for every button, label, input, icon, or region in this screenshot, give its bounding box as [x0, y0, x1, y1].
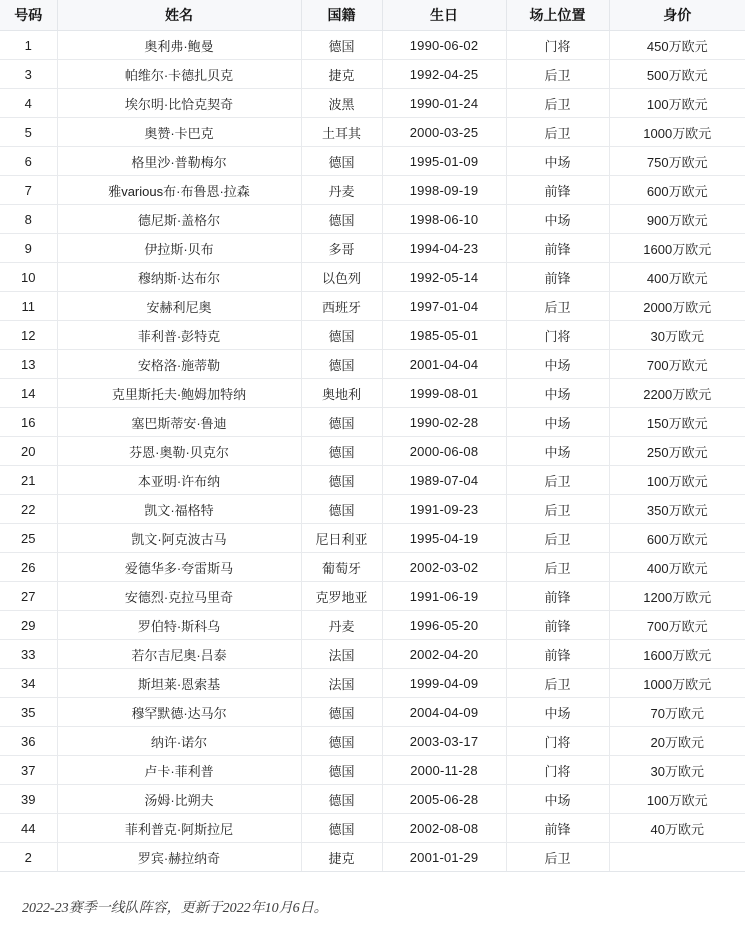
- player-birthday: 1990-02-28: [382, 408, 506, 437]
- player-nationality: 法国: [301, 640, 382, 669]
- table-row: [0, 698, 745, 727]
- player-name: 菲利普克·阿斯拉尼: [57, 814, 301, 843]
- player-birthday: 2002-04-20: [382, 640, 506, 669]
- player-position: 门将: [506, 727, 609, 756]
- table-row: [0, 408, 745, 437]
- player-name: 纳许·诺尔: [57, 727, 301, 756]
- player-number: 37: [0, 756, 57, 785]
- player-birthday: 2004-04-09: [382, 698, 506, 727]
- table-row: [0, 785, 745, 814]
- column-header-nationality: 国籍: [301, 0, 382, 31]
- player-number: 26: [0, 553, 57, 582]
- column-header-name: 姓名: [57, 0, 301, 31]
- player-market-value: 700万欧元: [609, 350, 745, 379]
- player-number: 35: [0, 698, 57, 727]
- player-number: 1: [0, 31, 57, 60]
- table-row: [0, 118, 745, 147]
- player-name: 凯文·福格特: [57, 495, 301, 524]
- player-birthday: 2000-06-08: [382, 437, 506, 466]
- table-row: [0, 553, 745, 582]
- table-row: [0, 321, 745, 350]
- player-market-value: 400万欧元: [609, 553, 745, 582]
- player-number: 3: [0, 60, 57, 89]
- player-nationality: 尼日利亚: [301, 524, 382, 553]
- player-name: 德尼斯·盖格尔: [57, 205, 301, 234]
- player-nationality: 德国: [301, 321, 382, 350]
- player-nationality: 法国: [301, 669, 382, 698]
- player-birthday: 1991-06-19: [382, 582, 506, 611]
- player-position: 中场: [506, 350, 609, 379]
- player-nationality: 波黑: [301, 89, 382, 118]
- table-row: [0, 524, 745, 553]
- table-row: [0, 437, 745, 466]
- table-row: [0, 640, 745, 669]
- player-nationality: 土耳其: [301, 118, 382, 147]
- player-position: 前锋: [506, 814, 609, 843]
- player-market-value: 1600万欧元: [609, 640, 745, 669]
- player-nationality: 德国: [301, 814, 382, 843]
- player-name: 本亚明·许布纳: [57, 466, 301, 495]
- table-row: [0, 843, 745, 872]
- player-market-value: 30万欧元: [609, 756, 745, 785]
- player-position: 门将: [506, 321, 609, 350]
- player-number: 4: [0, 89, 57, 118]
- player-name: 安赫利尼奥: [57, 292, 301, 321]
- player-nationality: 奥地利: [301, 379, 382, 408]
- player-birthday: 1991-09-23: [382, 495, 506, 524]
- player-name: 若尔吉尼奥·吕泰: [57, 640, 301, 669]
- player-market-value: 100万欧元: [609, 89, 745, 118]
- player-number: 12: [0, 321, 57, 350]
- player-birthday: 1994-04-23: [382, 234, 506, 263]
- player-position: 前锋: [506, 640, 609, 669]
- player-number: 39: [0, 785, 57, 814]
- player-birthday: 2003-03-17: [382, 727, 506, 756]
- player-name: 埃尔明·比恰克契奇: [57, 89, 301, 118]
- player-name: 格里沙·普勒梅尔: [57, 147, 301, 176]
- player-position: 中场: [506, 698, 609, 727]
- player-birthday: 1995-01-09: [382, 147, 506, 176]
- player-nationality: 德国: [301, 205, 382, 234]
- table-row: [0, 379, 745, 408]
- player-position: 前锋: [506, 234, 609, 263]
- player-number: 9: [0, 234, 57, 263]
- player-birthday: 1998-06-10: [382, 205, 506, 234]
- table-row: [0, 727, 745, 756]
- player-name: 伊拉斯·贝布: [57, 234, 301, 263]
- player-market-value: 1000万欧元: [609, 118, 745, 147]
- player-name: 芬恩·奥勒·贝克尔: [57, 437, 301, 466]
- player-number: 44: [0, 814, 57, 843]
- table-header: [0, 0, 745, 31]
- column-header-position: 场上位置: [506, 0, 609, 31]
- player-number: 20: [0, 437, 57, 466]
- player-market-value: 150万欧元: [609, 408, 745, 437]
- table-row: [0, 89, 745, 118]
- player-birthday: 1992-05-14: [382, 263, 506, 292]
- player-name: 帕维尔·卡德扎贝克: [57, 60, 301, 89]
- player-nationality: 德国: [301, 495, 382, 524]
- player-birthday: 1999-04-09: [382, 669, 506, 698]
- player-position: 后卫: [506, 89, 609, 118]
- player-name: 罗宾·赫拉纳奇: [57, 843, 301, 872]
- player-birthday: 2002-08-08: [382, 814, 506, 843]
- player-position: 门将: [506, 31, 609, 60]
- player-position: 后卫: [506, 118, 609, 147]
- table-row: [0, 669, 745, 698]
- table-row: [0, 466, 745, 495]
- player-number: 21: [0, 466, 57, 495]
- player-birthday: 1990-01-24: [382, 89, 506, 118]
- player-number: 11: [0, 292, 57, 321]
- table-row: [0, 263, 745, 292]
- player-market-value: [609, 843, 745, 872]
- player-number: 14: [0, 379, 57, 408]
- player-birthday: 1989-07-04: [382, 466, 506, 495]
- player-market-value: 400万欧元: [609, 263, 745, 292]
- table-row: [0, 60, 745, 89]
- player-name: 卢卡·菲利普: [57, 756, 301, 785]
- player-nationality: 丹麦: [301, 611, 382, 640]
- player-birthday: 1990-06-02: [382, 31, 506, 60]
- table-row: [0, 756, 745, 785]
- player-number: 16: [0, 408, 57, 437]
- player-position: 后卫: [506, 292, 609, 321]
- player-position: 门将: [506, 756, 609, 785]
- player-market-value: 500万欧元: [609, 60, 745, 89]
- player-position: 前锋: [506, 611, 609, 640]
- table-row: [0, 292, 745, 321]
- player-nationality: 德国: [301, 350, 382, 379]
- player-position: 后卫: [506, 669, 609, 698]
- player-position: 后卫: [506, 553, 609, 582]
- player-market-value: 30万欧元: [609, 321, 745, 350]
- player-name: 穆罕默德·达马尔: [57, 698, 301, 727]
- player-position: 中场: [506, 437, 609, 466]
- player-position: 前锋: [506, 176, 609, 205]
- player-market-value: 750万欧元: [609, 147, 745, 176]
- player-position: 后卫: [506, 60, 609, 89]
- player-market-value: 1600万欧元: [609, 234, 745, 263]
- table-row: [0, 205, 745, 234]
- player-nationality: 德国: [301, 147, 382, 176]
- player-market-value: 600万欧元: [609, 524, 745, 553]
- player-name: 穆纳斯·达布尔: [57, 263, 301, 292]
- table-row: [0, 176, 745, 205]
- player-name: 汤姆·比朔夫: [57, 785, 301, 814]
- player-position: 中场: [506, 785, 609, 814]
- player-birthday: 1992-04-25: [382, 60, 506, 89]
- player-position: 后卫: [506, 843, 609, 872]
- player-nationality: 克罗地亚: [301, 582, 382, 611]
- player-number: 2: [0, 843, 57, 872]
- player-number: 29: [0, 611, 57, 640]
- table-row: [0, 611, 745, 640]
- player-birthday: 1997-01-04: [382, 292, 506, 321]
- player-market-value: 700万欧元: [609, 611, 745, 640]
- player-nationality: 捷克: [301, 60, 382, 89]
- player-number: 22: [0, 495, 57, 524]
- player-name: 安格洛·施蒂勒: [57, 350, 301, 379]
- player-nationality: 德国: [301, 756, 382, 785]
- table-row: [0, 814, 745, 843]
- player-number: 6: [0, 147, 57, 176]
- player-name: 奥赞·卡巴克: [57, 118, 301, 147]
- player-market-value: 900万欧元: [609, 205, 745, 234]
- player-market-value: 450万欧元: [609, 31, 745, 60]
- player-position: 后卫: [506, 524, 609, 553]
- player-number: 27: [0, 582, 57, 611]
- player-birthday: 1985-05-01: [382, 321, 506, 350]
- player-market-value: 20万欧元: [609, 727, 745, 756]
- column-header-birthday: 生日: [382, 0, 506, 31]
- player-nationality: 西班牙: [301, 292, 382, 321]
- player-birthday: 2005-06-28: [382, 785, 506, 814]
- player-position: 中场: [506, 205, 609, 234]
- player-position: 前锋: [506, 582, 609, 611]
- player-nationality: 丹麦: [301, 176, 382, 205]
- player-number: 25: [0, 524, 57, 553]
- player-name: 菲利普·彭特克: [57, 321, 301, 350]
- player-birthday: 1998-09-19: [382, 176, 506, 205]
- player-name: 爱德华多·夸雷斯马: [57, 553, 301, 582]
- player-nationality: 德国: [301, 437, 382, 466]
- player-nationality: 德国: [301, 698, 382, 727]
- player-position: 后卫: [506, 466, 609, 495]
- player-number: 34: [0, 669, 57, 698]
- player-position: 中场: [506, 408, 609, 437]
- player-birthday: 2001-01-29: [382, 843, 506, 872]
- table-row: [0, 31, 745, 60]
- player-birthday: 2000-11-28: [382, 756, 506, 785]
- table-row: [0, 582, 745, 611]
- player-market-value: 1200万欧元: [609, 582, 745, 611]
- player-number: 10: [0, 263, 57, 292]
- player-number: 13: [0, 350, 57, 379]
- player-name: 罗伯特·斯科乌: [57, 611, 301, 640]
- table-row: [0, 495, 745, 524]
- player-birthday: 1995-04-19: [382, 524, 506, 553]
- player-nationality: 德国: [301, 408, 382, 437]
- player-nationality: 多哥: [301, 234, 382, 263]
- table-row: [0, 234, 745, 263]
- player-birthday: 2000-03-25: [382, 118, 506, 147]
- player-market-value: 1000万欧元: [609, 669, 745, 698]
- player-nationality: 葡萄牙: [301, 553, 382, 582]
- player-position: 中场: [506, 147, 609, 176]
- player-position: 前锋: [506, 263, 609, 292]
- player-market-value: 100万欧元: [609, 466, 745, 495]
- player-number: 8: [0, 205, 57, 234]
- player-number: 5: [0, 118, 57, 147]
- player-nationality: 捷克: [301, 843, 382, 872]
- player-number: 7: [0, 176, 57, 205]
- table-footnote: 2022-23赛季一线队阵容，更新于2022年10月6日。: [22, 901, 328, 916]
- column-header-number: 号码: [0, 0, 57, 31]
- player-name: 奥利弗·鲍曼: [57, 31, 301, 60]
- player-market-value: 40万欧元: [609, 814, 745, 843]
- player-market-value: 70万欧元: [609, 698, 745, 727]
- table-row: [0, 147, 745, 176]
- player-nationality: 德国: [301, 785, 382, 814]
- player-nationality: 德国: [301, 31, 382, 60]
- player-name: 安德烈·克拉马里奇: [57, 582, 301, 611]
- player-market-value: 250万欧元: [609, 437, 745, 466]
- player-position: 中场: [506, 379, 609, 408]
- table-body: [0, 31, 745, 872]
- player-birthday: 2001-04-04: [382, 350, 506, 379]
- player-birthday: 2002-03-02: [382, 553, 506, 582]
- player-nationality: 德国: [301, 727, 382, 756]
- player-number: 36: [0, 727, 57, 756]
- player-market-value: 2200万欧元: [609, 379, 745, 408]
- table-row: [0, 350, 745, 379]
- player-name: 雅various布·布鲁恩·拉森: [57, 176, 301, 205]
- player-number: 33: [0, 640, 57, 669]
- player-name: 斯坦莱·恩索基: [57, 669, 301, 698]
- player-name: 凯文·阿克波古马: [57, 524, 301, 553]
- player-market-value: 2000万欧元: [609, 292, 745, 321]
- player-name: 塞巴斯蒂安·鲁迪: [57, 408, 301, 437]
- column-header-value: 身价: [609, 0, 745, 31]
- header-row: [0, 0, 745, 31]
- player-market-value: 600万欧元: [609, 176, 745, 205]
- player-nationality: 德国: [301, 466, 382, 495]
- player-birthday: 1999-08-01: [382, 379, 506, 408]
- player-position: 后卫: [506, 495, 609, 524]
- player-nationality: 以色列: [301, 263, 382, 292]
- player-market-value: 100万欧元: [609, 785, 745, 814]
- player-market-value: 350万欧元: [609, 495, 745, 524]
- player-name: 克里斯托夫·鲍姆加特纳: [57, 379, 301, 408]
- player-birthday: 1996-05-20: [382, 611, 506, 640]
